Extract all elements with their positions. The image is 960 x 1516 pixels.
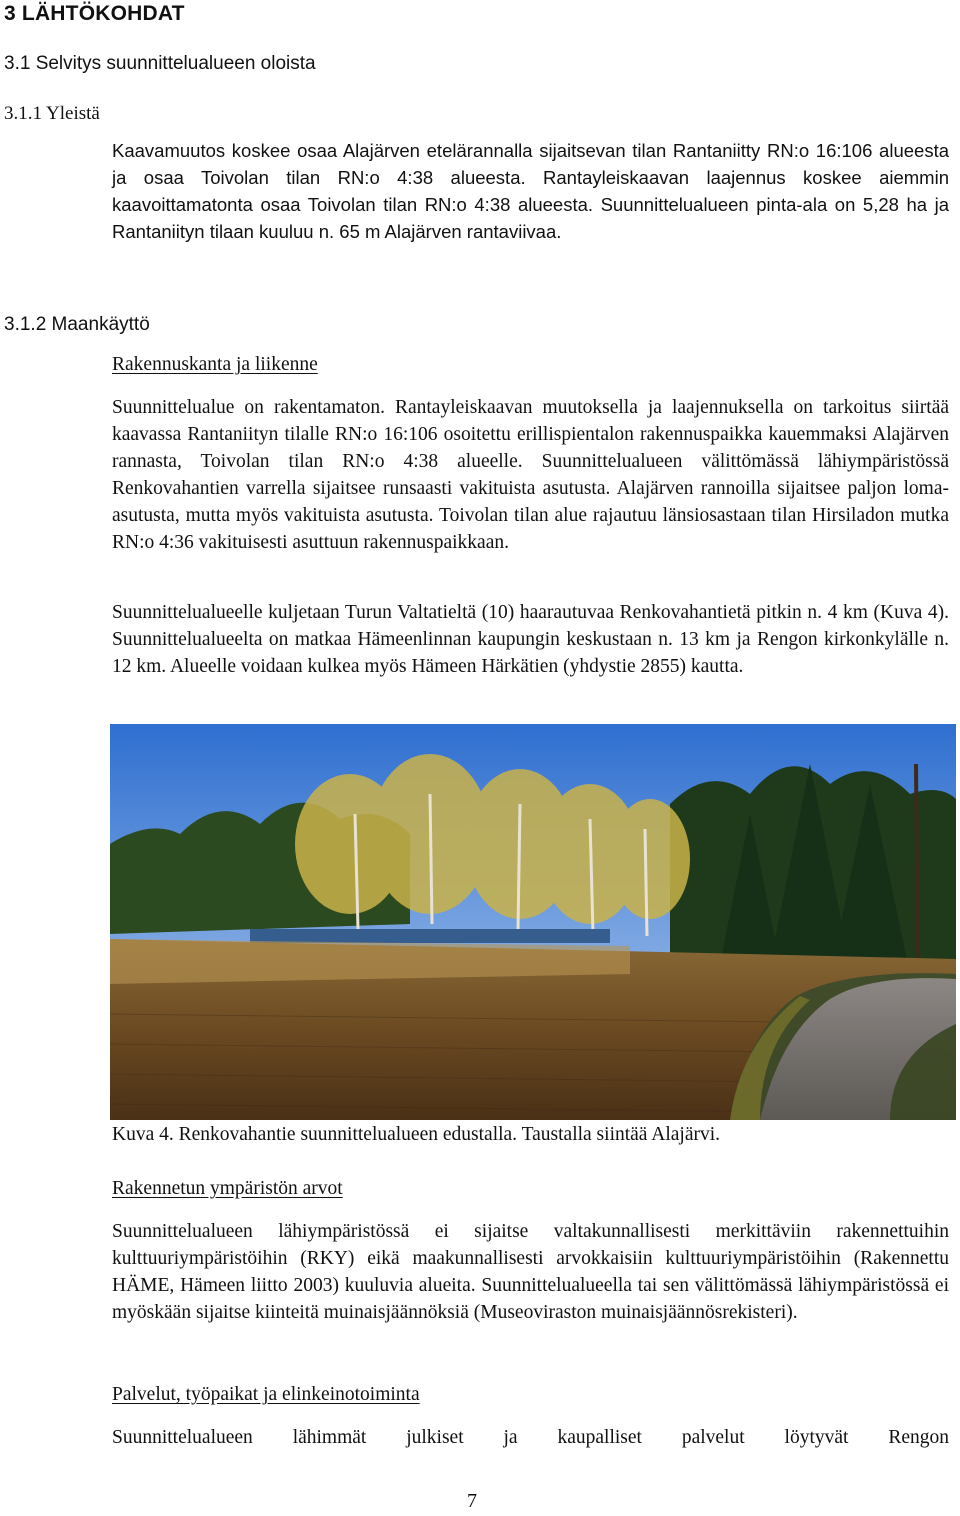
general-paragraph: Kaavamuutos koskee osaa Alajärven etelärannalla sijaitsevan tilan Rantaniitty RN:o 16:106 alueesta ja osaa Toivolan tilan RN:o 4:38 alueesta. Rantayleiskaavan laajennus koskee aiemmin kaavoittamatonta osaa Toivolan tilan RN:o 4:38 alueesta. Suunnittelualueen pinta-ala on 5,28 ha ja Rantaniityn tilaan kuuluu n. 65 m Alajärven rantaviivaa. [112,140,949,242]
buildings-paragraph-1: Suunnittelualue on rakentamaton. Rantayleiskaavan muutoksella ja laajennuksella on tarkoitus siirtää kaavassa Rantaniityn tilalle RN:o 16:106 osoitettu erillispientalon rakennuspaikka kauemmaksi Alajärven rannasta, Toivolan tilan RN:o 4:38 alueelle. Suunnittelualueen välittömässä lähiympäristössä Renkovahantien varrella sijaitsee runsaasti vakituista asutusta. Alajärven rannoilla sijaitsee paljon loma-asutusta, mutta myös vakituista asutusta. Toivolan tilan alue rajautuu länsiosastaan tilan Hirsiladon mutka RN:o 4:36 vakituisesti asuttuun rakennuspaikkaan. [112,397,949,553]
services-paragraph: Suunnittelualueen lähimmät julkiset ja kaupalliset palvelut löytyvät Rengon [112,1427,949,1448]
values-subheading: Rakennetun ympäristön arvot [112,1178,343,1199]
buildings-subheading: Rakennuskanta ja liikenne [112,354,318,375]
landscape-photo [110,724,956,1120]
subsection-heading-landuse: 3.1.2 Maankäyttö [4,314,150,335]
page-number: 7 [467,1490,477,1512]
figure-caption: Kuva 4. Renkovahantie suunnittelualueen edustalla. Taustalla siintää Alajärvi. [112,1124,721,1145]
buildings-paragraph-2: Suunnittelualueelle kuljetaan Turun Valtatieltä (10) haarautuvaa Renkovahantietä pitkin n. 4 km (Kuva 4). Suunnittelualueelta on matkaa Hämeenlinnan kaupungin keskustaan n. 13 km ja Rengon kirkonkylälle n. 12 km. Alueelle voidaan kulkea myös Hämeen Härkätien (yhdystie 2855) kautta. [112,602,949,677]
services-subheading: Palvelut, työpaikat ja elinkeinotoiminta [112,1384,420,1405]
section-heading: 3.1 Selvitys suunnittelualueen oloista [4,53,316,74]
chapter-heading: 3 LÄHTÖKOHDAT [4,2,185,25]
subsection-heading-general: 3.1.1 Yleistä [4,103,100,124]
landscape-photo-svg [110,724,956,1120]
values-paragraph: Suunnittelualueen lähiympäristössä ei sijaitse valtakunnallisesti merkittäviin rakennettuihin kulttuuriympäristöihin (RKY) eikä maakunnallisesti arvokkaisiin kulttuuriympäristöihin (Rakennettu HÄME, Hämeen liitto 2003) kuuluvia alueita. Suunnittelualueella tai sen välittömässä lähiympäristössä ei myöskään sijaitse kiinteitä muinaisjäännöksiä (Museoviraston muinaisjäännösrekisteri). [112,1221,949,1323]
